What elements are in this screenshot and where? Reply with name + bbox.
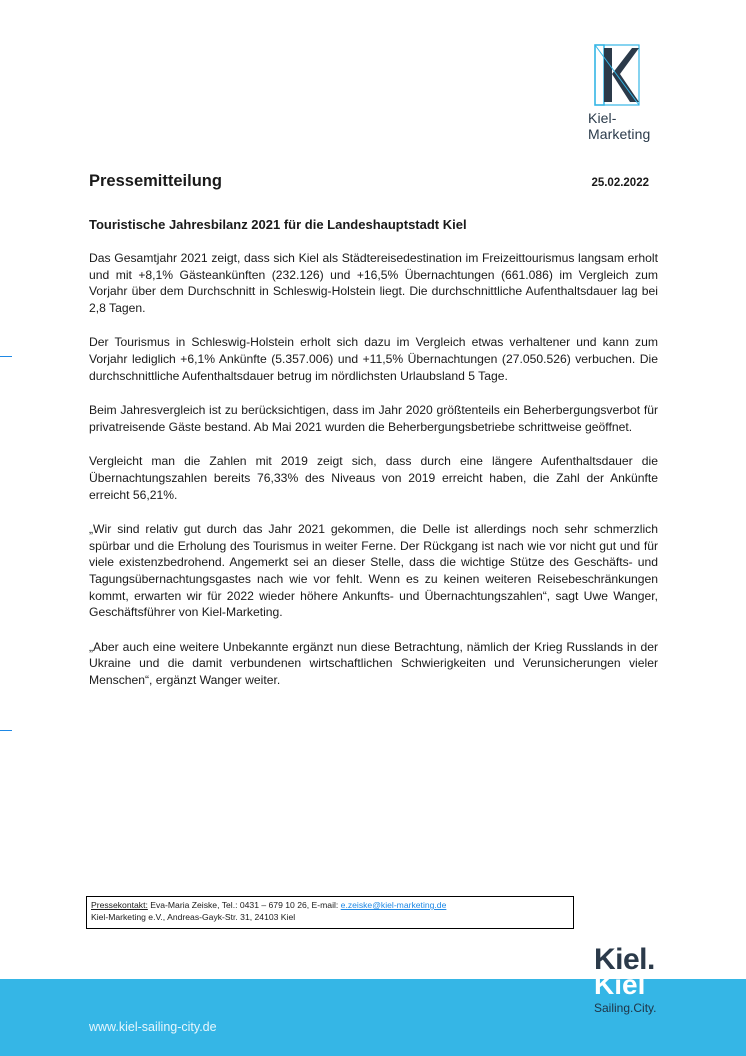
press-release-body	[89, 250, 658, 706]
logo-text: Kiel-Marketing	[588, 110, 651, 142]
release-date: 25.02.2022	[591, 177, 649, 189]
fold-mark	[0, 356, 12, 357]
paragraph: Beim Jahresvergleich ist zu berücksichtigen, dass im Jahr 2020 größtenteils ein Beherbergungsverbot für privatreisende Gäste bestand. Ab Mai 2021 wurden die Beherbergungsbetriebe schrittweise geöffnet.	[89, 403, 658, 434]
heading-row	[89, 172, 649, 191]
contact-line	[91, 900, 569, 912]
kiel-marketing-logo	[588, 44, 678, 142]
contact-email-link[interactable]: e.zeiske@kiel-marketing.de	[340, 900, 447, 910]
footer-url-link[interactable]: www.kiel-sailing-city.de	[89, 1020, 217, 1034]
contact-label: Pressekontakt:	[91, 900, 148, 910]
press-contact-box	[86, 896, 574, 929]
paragraph: „Aber auch eine weitere Unbekannte ergänzt nun diese Betrachtung, nämlich der Krieg Russlands in der Ukraine und die damit verbundenen wirtschaftlichen Schwierigkeiten und Verunsicherungen vieler Menschen“, ergänzt Wanger weiter.	[89, 639, 658, 687]
paragraph: Vergleicht man die Zahlen mit 2019 zeigt sich, dass durch eine längere Aufenthaltsdauer die Übernachtungszahlen bereits 76,33% des Niveaus von 2019 erreicht haben, die Zahl der Ankünfte erreicht 56,21%.	[89, 454, 658, 502]
release-subtitle: Touristische Jahresbilanz 2021 für die Landeshauptstadt Kiel	[89, 217, 467, 232]
paragraph: Das Gesamtjahr 2021 zeigt, dass sich Kiel als Städtereisedestination im Freizeittourismus langsam erholt und mit +8,1% Gästeankünften (232.126) und +16,5% Übernachtungen (661.086) im Vergleich zum Vorjahr über dem Durchschnitt in Schleswig-Holstein liegt. Die durchschnittliche Aufenthaltsdauer lag bei 2,8 Tagen.	[89, 251, 658, 315]
paragraph: Der Tourismus in Schleswig-Holstein erholt sich dazu im Vergleich etwas verhaltener und kann zum Vorjahr lediglich +6,1% Ankünfte (5.357.006) und +11,5% Übernachtungen (27.050.526) verbuchen. Die durchschnittliche Aufenthaltsdauer betrug im nördlichsten Urlaubsland 5 Tage.	[89, 335, 658, 383]
contact-text: Eva-Maria Zeiske, Tel.: 0431 – 679 10 26, E-mail:	[147, 900, 341, 910]
kiel-sailing-city-logo	[594, 945, 684, 1015]
contact-address: Kiel-Marketing e.V., Andreas-Gayk-Str. 31, 24103 Kiel	[91, 911, 296, 922]
page-title: Pressemitteilung	[89, 172, 222, 190]
kiel-marketing-k-icon	[594, 44, 640, 106]
paragraph: „Wir sind relativ gut durch das Jahr 2021 gekommen, die Delle ist allerdings noch sehr schmerzlich spürbar und die Erholung des Tourismus in weiter Ferne. Der Rückgang ist nach wie vor nicht gut und für viele existenzbedrohend. Angemerkt sei an dieser Stelle, dass die wichtige Stütze des Geschäfts- und Tagungsübernachtungsgastes nach wie vor fehlt. Wenn es zu keinen weiteren Reisebeschränkungen kommt, erwarten wir für 2022 wieder höhere Ankunfts- und Übernachtungszahlen“, sagt Uwe Wanger, Geschäftsführer von Kiel-Marketing.	[89, 522, 658, 620]
fold-mark	[0, 730, 12, 731]
brand-wordmark-mirrored: Kiel	[594, 969, 646, 1000]
brand-slogan: Sailing.City.	[594, 1001, 657, 1015]
brand-wordmark: Kiel.	[594, 943, 655, 976]
